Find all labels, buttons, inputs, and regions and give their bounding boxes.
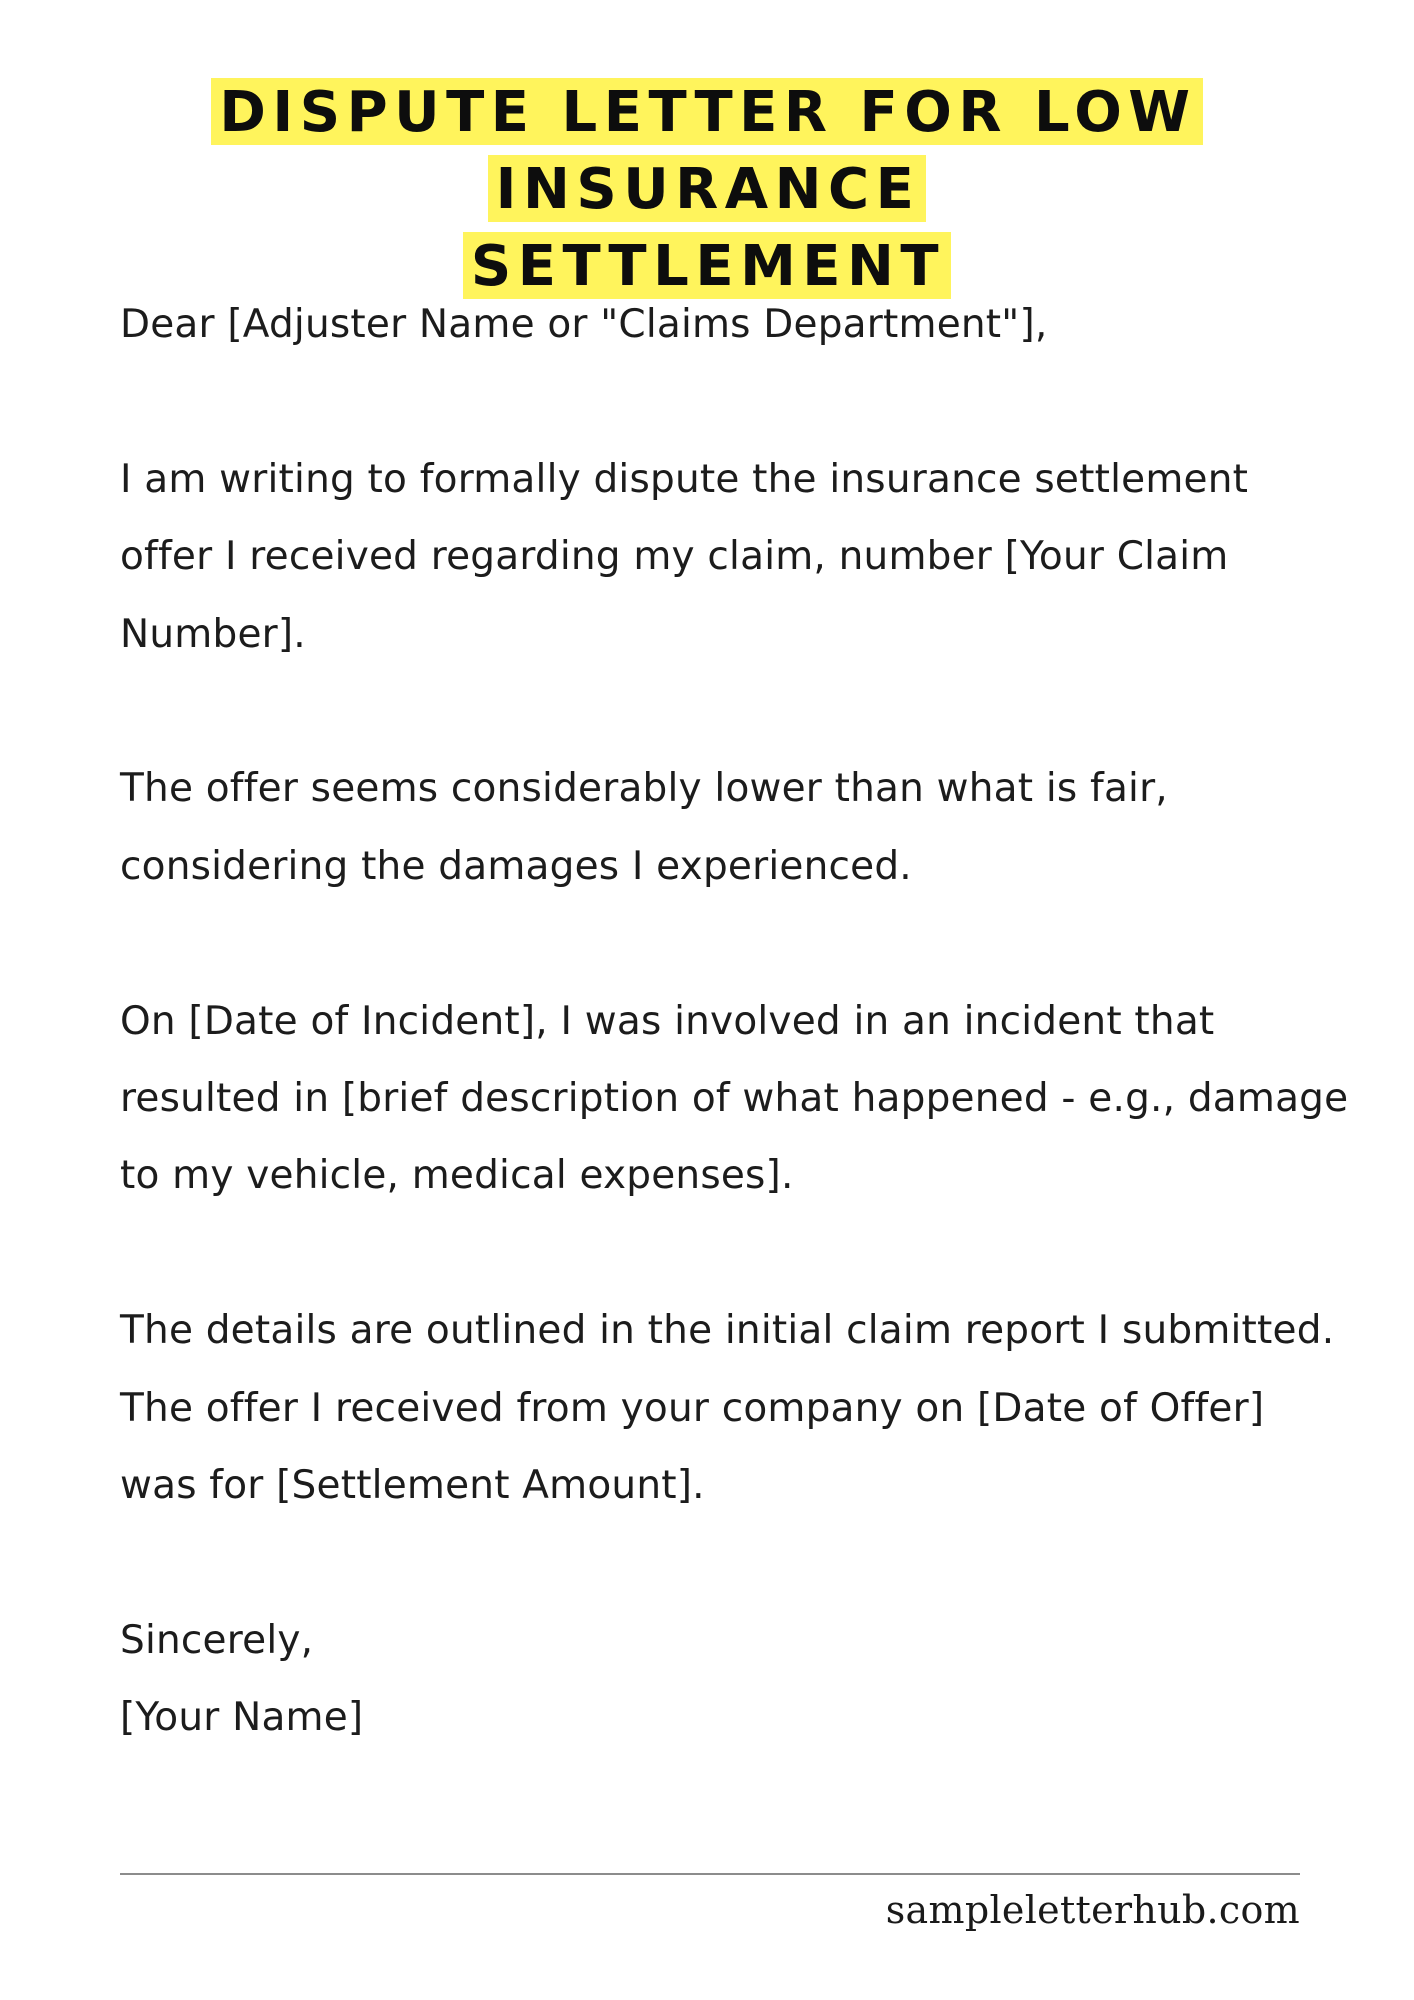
signature: [Your Name] <box>120 1695 364 1741</box>
paragraph-incident: On [Date of Incident], I was involved in an incident that resulted in [brief description of what happened - e.g., damage to my vehicle, medical expenses]. <box>120 998 1349 1199</box>
closing <box>120 1602 1350 1757</box>
footer-divider <box>120 1873 1300 1875</box>
salutation: Dear [Adjuster Name or "Claims Department"], <box>120 302 1048 347</box>
paragraph-claim: I am writing to formally dispute the insurance settlement offer I received regarding my claim, number [Your Claim Number]. <box>120 456 1249 657</box>
letter-body <box>120 286 1350 1757</box>
title-line-1: DISPUTE LETTER FOR LOW INSURANCE <box>211 78 1202 222</box>
paragraph-offer-low: The offer seems considerably lower than what is fair, considering the damages I experienced. <box>120 766 1168 889</box>
footer-site-name: sampleletterhub.com <box>885 1888 1300 1932</box>
paragraph-details: The details are outlined in the initial claim report I submitted. The offer I received from your company on [Date of Offer] was for [Settlement Amount]. <box>120 1308 1335 1509</box>
letter-title <box>0 74 1414 305</box>
title-line-2: SETTLEMENT <box>463 232 951 299</box>
closing-text: Sincerely, <box>120 1617 314 1663</box>
